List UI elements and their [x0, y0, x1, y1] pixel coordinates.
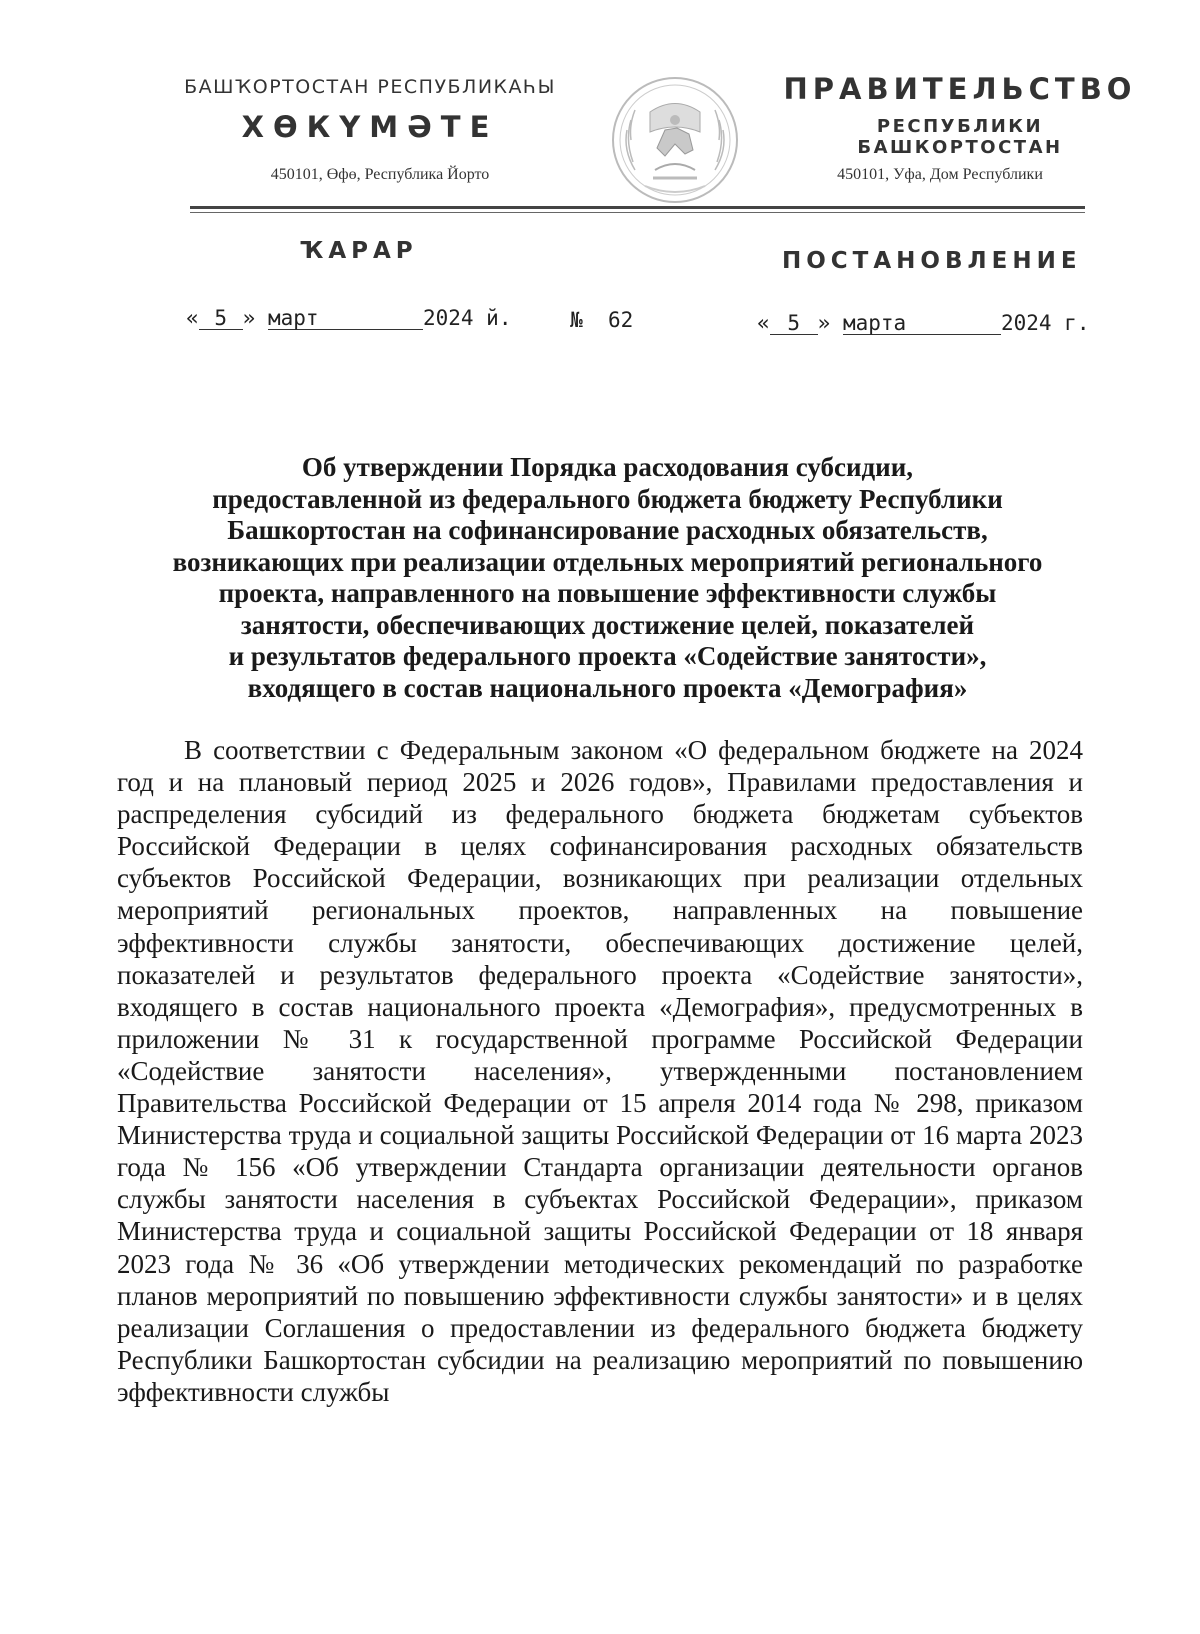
- header-bashkir-block: [150, 76, 590, 144]
- date-bashkir: [186, 306, 511, 330]
- number-value: 62: [607, 308, 634, 332]
- body-paragraph: В соответствии с Федеральным законом «О федеральном бюджете на 2024 год и на плановый период 2025 и 2026 годов», Правилами предоставления и распределения субсидий из федерального бюджета бюджетам субъектов Российской Федерации в целях софинансирования расходных обязательств субъектов Российской Федерации, возникающих при реализации отдельных мероприятий региональных проектов, направленных на повышение эффективности службы занятости, обеспечивающих достижение целей, показателей и результатов федерального проекта «Содействие занятости», входящего в состав национального проекта «Демография», предусмотренных в приложении № 31 к государственной программе Российской Федерации «Содействие занятости населения», утвержденными постановлением Правительства Российской Федерации от 15 апреля 2014 года № 298, приказом Министерства труда и социальной защиты Российской Федерации от 16 марта 2023 года № 156 «Об утверждении Стандарта организации деятельности органов службы занятости населения в субъектах Российской Федерации», приказом Министерства труда и социальной защиты Российской Федерации от 18 января 2023 года № 36 «Об утверждении методических рекомендаций по разработке планов мероприятий по повышению эффективности службы занятости» и в целях реализации Соглашения о предоставлении из федерального бюджета бюджету Республики Башкортостан субсидии на реализацию мероприятий по повышению эффективности службы: [117, 735, 1083, 1407]
- date-day: 5: [199, 307, 243, 330]
- document-title: [120, 452, 1095, 704]
- date-day: 5: [770, 312, 818, 335]
- title-line: предоставленной из федерального бюджета бюджету Республики: [212, 483, 1003, 514]
- number-sign: №: [570, 308, 583, 332]
- date-open-quote: «: [757, 311, 770, 335]
- bashkir-address: 450101, Өфө, Республика Йорто: [270, 166, 490, 183]
- russian-government-title: ПРАВИТЕЛЬСТВО: [783, 72, 1137, 106]
- header-russian-block: [770, 72, 1150, 158]
- title-line: проекта, направленного на повышение эффективности службы: [218, 578, 997, 608]
- header-divider-thick: [190, 206, 1085, 209]
- title-line: входящего в состав национального проекта «Демография»: [247, 672, 968, 703]
- title-line: и результатов федерального проекта «Содействие занятости»,: [228, 641, 987, 671]
- doc-type-bashkir: ҠАРАР: [300, 238, 418, 264]
- date-close-quote: »: [242, 306, 256, 330]
- bashkir-org-name: БАШҠОРТОСТАН РЕСПУБЛИКАҺЫ: [184, 76, 556, 98]
- title-line: Об утверждении Порядка расходования субсидии,: [301, 452, 914, 482]
- title-line: возникающих при реализации отдельных мероприятий регионального: [172, 546, 1043, 577]
- date-open-quote: «: [186, 306, 199, 330]
- date-year: 2024 г.: [1000, 311, 1090, 335]
- russian-address: 450101, Уфа, Дом Республики: [837, 166, 1043, 183]
- date-year: 2024 й.: [422, 306, 512, 330]
- date-month: марта: [843, 312, 1001, 335]
- date-russian: [757, 311, 1089, 335]
- doc-type-russian: ПОСТАНОВЛЕНИЕ: [782, 248, 1082, 274]
- header-divider-thin: [190, 212, 1085, 213]
- bashkir-government-title: ХӨКҮМӘТЕ: [241, 110, 499, 144]
- coat-of-arms-icon: [605, 70, 745, 210]
- russian-republic-name: РЕСПУБЛИКИ БАШКОРТОСТАН: [857, 116, 1063, 158]
- document-number: [570, 308, 633, 332]
- title-line: занятости, обеспечивающих достижение целей, показателей: [240, 609, 975, 640]
- date-month: март: [268, 307, 423, 330]
- title-line: Башкортостан на софинансирование расходных обязательств,: [227, 515, 988, 545]
- date-close-quote: »: [817, 311, 831, 335]
